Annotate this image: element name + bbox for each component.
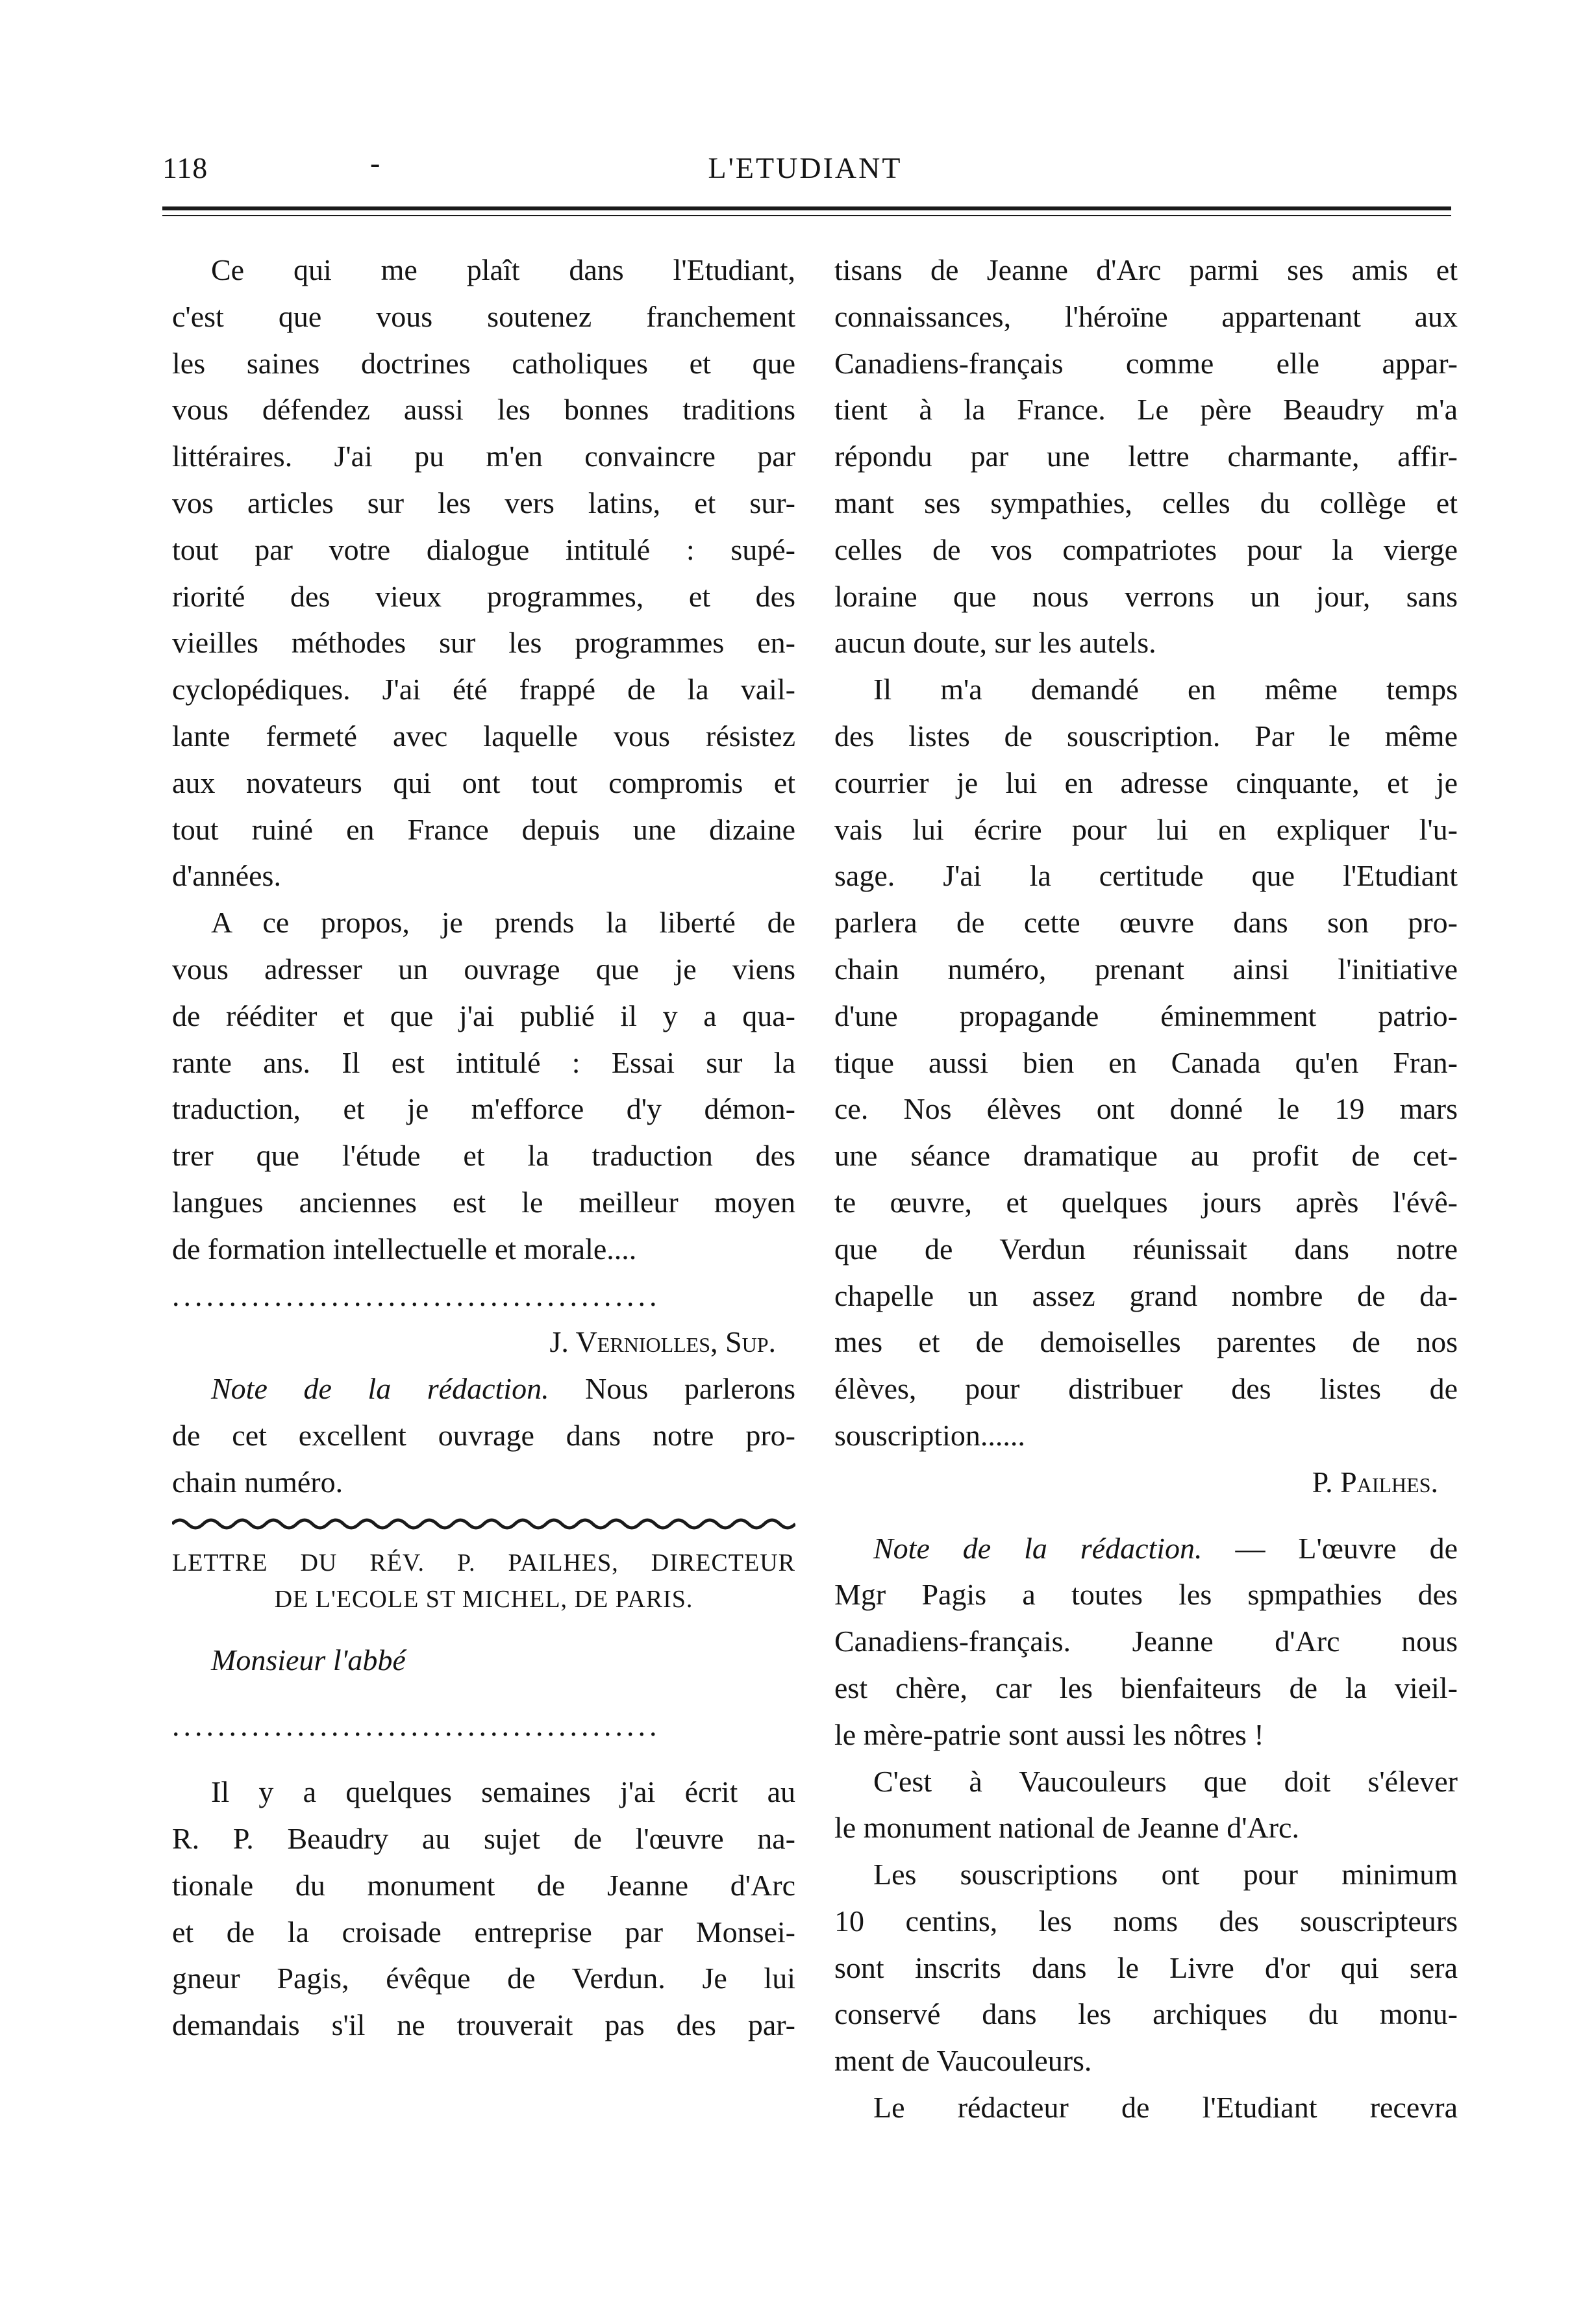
signature-pailhes <box>834 1459 1458 1506</box>
text-line: Ce qui me plaît dans l'Etudiant, <box>211 253 795 286</box>
right-paragraph-5 <box>834 2084 1458 2131</box>
text-line: élèves, pour distribuer des listes de <box>834 1372 1458 1406</box>
text-line: vos articles sur les vers latins, et sur- <box>172 486 795 519</box>
text-line: aucun doute, sur les autels. <box>834 626 1156 660</box>
text-line: d'une propagande éminemment patrio- <box>834 999 1458 1032</box>
text-line: est chère, car les bienfaiteurs de la vieil- <box>834 1671 1458 1704</box>
text-line: vous adresser un ouvrage que je viens <box>172 952 795 986</box>
text-line: C'est à Vaucouleurs que doit s'élever <box>873 1764 1458 1798</box>
text-line: tout par votre dialogue intitulé : supé- <box>172 532 795 566</box>
letter-heading-line-1: LETTRE DU RÉV. P. PAILHES, DIRECTEUR <box>172 1549 795 1577</box>
editor-note-1 <box>172 1366 795 1505</box>
text-line: littéraires. J'ai pu m'en convaincre par <box>172 440 795 473</box>
header-rule-thick <box>162 206 1451 210</box>
text-line: conservé dans les archiques du monu- <box>834 1997 1458 2031</box>
text-line: ment de Vaucouleurs. <box>834 2044 1092 2078</box>
text-line: parlera de cette œuvre dans son pro- <box>834 906 1458 940</box>
running-title: L'ETUDIANT <box>708 151 903 184</box>
editor-note-2 <box>834 1525 1458 1758</box>
text-line: connaissances, l'héroïne appartenant aux <box>834 299 1458 333</box>
right-paragraph-3 <box>834 1758 1458 1852</box>
text-line: 10 centins, les noms des souscripteurs <box>834 1904 1458 1938</box>
page-number: 118 <box>162 151 208 184</box>
right-paragraph-4 <box>834 1851 1458 2084</box>
text-line: celles de vos compatriotes pour la vierge <box>834 532 1458 566</box>
text-line: cyclopédiques. J'ai été frappé de la vail- <box>172 673 795 706</box>
text-line: rante ans. Il est intitulé : Essai sur la <box>172 1045 795 1079</box>
text-line: traduction, et je m'efforce d'y démon- <box>172 1092 795 1126</box>
text-line: lante fermeté avec laquelle vous résistez <box>172 719 795 753</box>
right-paragraph-2 <box>834 666 1458 1459</box>
text-line: que de Verdun réunissait dans notre <box>834 1232 1458 1266</box>
letter-heading <box>172 1545 795 1617</box>
header-dash: - <box>370 146 380 179</box>
text-line: trer que l'étude et la traduction des <box>172 1139 795 1173</box>
text-line: tient à la France. Le père Beaudry m'a <box>834 393 1458 427</box>
text-line: d'années. <box>172 859 281 893</box>
note-label: Note de la rédaction. <box>873 1531 1203 1565</box>
text-line: Le rédacteur de l'Etudiant recevra <box>873 2091 1458 2125</box>
text-line: et de la croisade entreprise par Monsei- <box>172 1915 795 1949</box>
salutation-text: Monsieur l'abbé <box>211 1643 406 1677</box>
text-line: Les souscriptions ont pour minimum <box>873 1858 1458 1891</box>
text-line: vais lui écrire pour lui en expliquer l'u- <box>834 812 1458 846</box>
wavy-separator <box>172 1510 795 1536</box>
ellipsis-dots: ........................................... <box>172 1709 661 1743</box>
text-line: de rééditer et que j'ai publié il y a qua- <box>172 999 795 1032</box>
text-line: R. P. Beaudry au sujet de l'œuvre na- <box>172 1821 795 1855</box>
text-line: courrier je lui en adresse cinquante, et je <box>834 766 1458 799</box>
text-line: tique aussi bien en Canada qu'en Fran- <box>834 1045 1458 1079</box>
left-paragraph-2 <box>172 899 795 1272</box>
text-line: c'est que vous soutenez franchement <box>172 299 795 333</box>
text-line: aux novateurs qui ont tout compromis et <box>172 766 795 799</box>
text-line: te œuvre, et quelques jours après l'évê- <box>834 1185 1458 1219</box>
text-line: mant ses sympathies, celles du collège et <box>834 486 1458 519</box>
ellipsis-dots: ........................................... <box>172 1278 661 1312</box>
right-column <box>834 247 1458 2131</box>
salutation <box>172 1637 795 1684</box>
text-line: mes et de demoiselles parentes de nos <box>834 1325 1458 1359</box>
text-line: tout ruiné en France depuis une dizaine <box>172 812 795 846</box>
text-line: souscription...... <box>834 1418 1025 1452</box>
text-line: langues anciennes est le meilleur moyen <box>172 1185 795 1219</box>
text-line: les saines doctrines catholiques et que <box>172 346 795 380</box>
header-rule-thin <box>162 215 1451 216</box>
right-paragraph-1 <box>834 247 1458 666</box>
text-line: Canadiens-français comme elle appar- <box>834 346 1458 380</box>
text-line: sont inscrits dans le Livre d'or qui sera <box>834 1951 1458 1984</box>
text-line: Il m'a demandé en même temps <box>873 673 1458 706</box>
text-line: répondu par une lettre charmante, affir- <box>834 440 1458 473</box>
text-line: — L'œuvre de <box>1235 1531 1458 1565</box>
letter-heading-line-2: DE L'ECOLE ST MICHEL, DE PARIS. <box>274 1585 693 1613</box>
text-line: des listes de souscription. Par le même <box>834 719 1458 753</box>
signature-text: J. Verniolles, Sup. <box>549 1325 776 1359</box>
note-label: Note de la rédaction. <box>211 1372 549 1406</box>
text-line: chapelle un assez grand nombre de da- <box>834 1278 1458 1312</box>
signature-verniolles <box>172 1319 795 1366</box>
text-line: chain numéro, prenant ainsi l'initiative <box>834 952 1458 986</box>
text-line: Il y a quelques semaines j'ai écrit au <box>211 1775 795 1809</box>
text-line: A ce propos, je prends la liberté de <box>211 906 795 940</box>
text-line: vous défendez aussi les bonnes traditions <box>172 393 795 427</box>
text-line: une séance dramatique au profit de cet- <box>834 1139 1458 1173</box>
page-header <box>162 146 1448 196</box>
text-line: vieilles méthodes sur les programmes en- <box>172 626 795 660</box>
left-paragraph-3 <box>172 1769 795 2049</box>
text-line: le monument national de Jeanne d'Arc. <box>834 1811 1299 1845</box>
text-line: sage. J'ai la certitude que l'Etudiant <box>834 859 1458 893</box>
text-line: Canadiens-français. Jeanne d'Arc nous <box>834 1625 1458 1658</box>
text-line: Nous parlerons <box>585 1372 796 1406</box>
text-line: gneur Pagis, évêque de Verdun. Je lui <box>172 1962 795 1995</box>
text-line: loraine que nous verrons un jour, sans <box>834 579 1458 613</box>
signature-text: P. Pailhes. <box>1312 1465 1438 1499</box>
text-line: le mère-patrie sont aussi les nôtres ! <box>834 1717 1264 1751</box>
text-line: ce. Nos élèves ont donné le 19 mars <box>834 1092 1458 1126</box>
text-line: chain numéro. <box>172 1465 343 1499</box>
text-line: demandais s'il ne trouverait pas des par- <box>172 2008 795 2042</box>
text-line: tisans de Jeanne d'Arc parmi ses amis et <box>834 253 1458 286</box>
text-line: Mgr Pagis a toutes les spmpathies des <box>834 1578 1458 1612</box>
text-line: riorité des vieux programmes, et des <box>172 579 795 613</box>
text-line: tionale du monument de Jeanne d'Arc <box>172 1868 795 1902</box>
left-column <box>172 247 795 2049</box>
text-line: de cet excellent ouvrage dans notre pro- <box>172 1418 795 1452</box>
text-line: de formation intellectuelle et morale.... <box>172 1232 637 1266</box>
left-paragraph-1 <box>172 247 795 899</box>
